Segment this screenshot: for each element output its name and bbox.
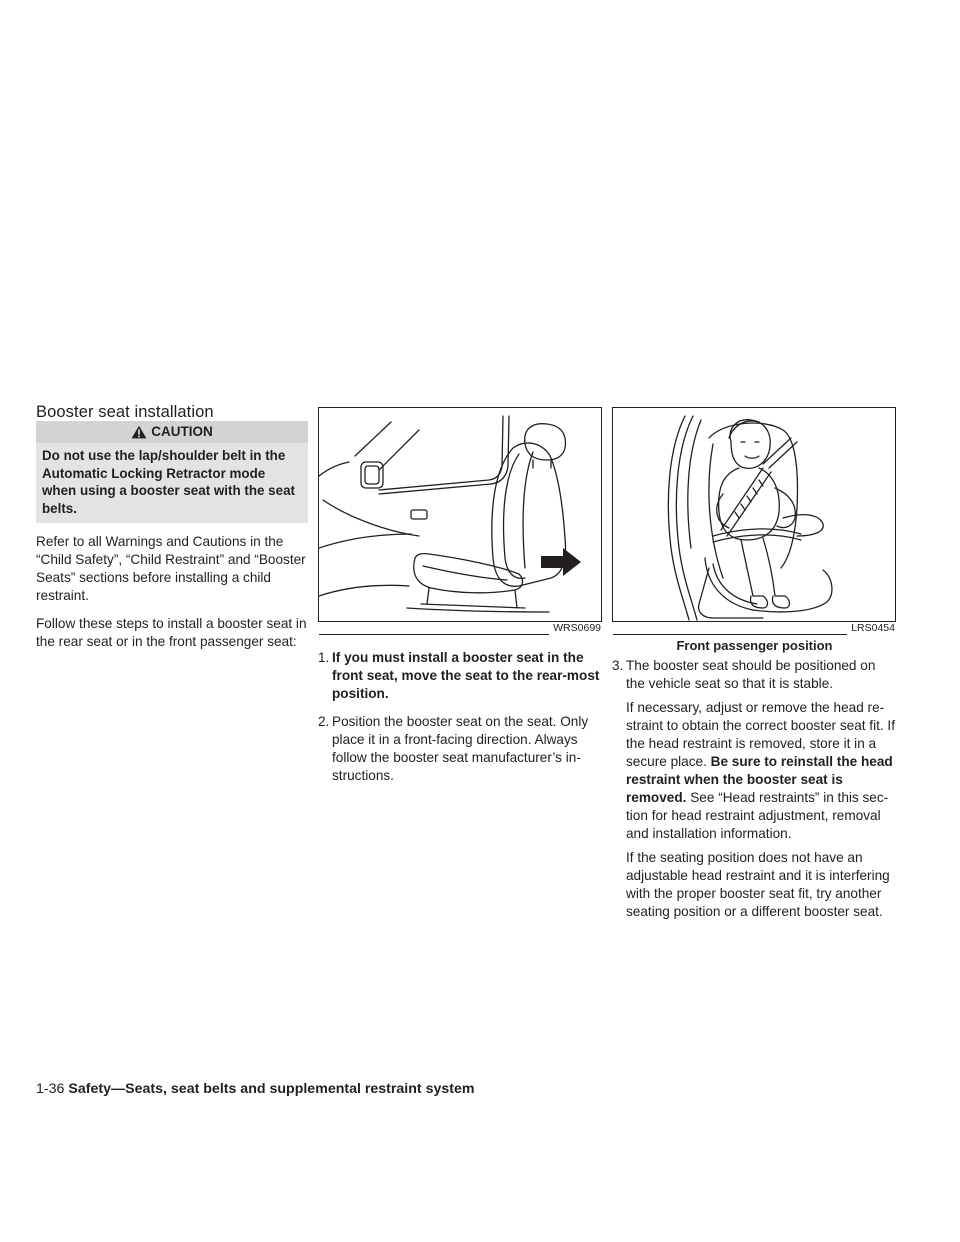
figure-front-passenger bbox=[612, 407, 896, 634]
paragraph-warnings: Refer to all Warnings and Cautions in the “Child Safety”, “Child Restraint” and “Booster Seats” sections before installing a child restraint. bbox=[36, 534, 306, 603]
caution-heading: CAUTION bbox=[151, 424, 213, 439]
left-column bbox=[36, 403, 308, 651]
seat-slide-rearward-illustration bbox=[319, 408, 601, 621]
section-title: Booster seat installation bbox=[36, 403, 214, 421]
figure-seat-position bbox=[318, 407, 602, 634]
step-text: The booster seat should be positioned on the vehicle seat so that it is stable. bbox=[626, 658, 876, 691]
paragraph-follow-steps: Follow these steps to install a booster seat in the rear seat or in the front passenger seat: bbox=[36, 616, 307, 649]
middle-column bbox=[318, 407, 602, 785]
step-text: Position the booster seat on the seat. Only place it in a front-facing direction. Always follow the booster seat manufacturer’s in-structions. bbox=[332, 714, 589, 783]
caution-text: Do not use the lap/shoulder belt in the Automatic Locking Retractor mode when using a booster seat with the seat belts. bbox=[42, 448, 295, 516]
step-2 bbox=[318, 713, 602, 785]
page-number: 1-36 bbox=[36, 1081, 65, 1097]
step-3-paragraph-2 bbox=[612, 699, 897, 843]
step-number: 3. bbox=[612, 658, 624, 673]
para-text: See “Head restraints” in this sec-tion for head restraint adjustment, removal and installation information. bbox=[626, 790, 889, 841]
step-1 bbox=[318, 649, 602, 703]
figure-code: LRS0454 bbox=[847, 622, 895, 635]
step-number: 2. bbox=[318, 714, 330, 729]
step-3 bbox=[612, 657, 897, 693]
para-text: If necessary, adjust or remove the head re-straint to obtain the correct booster seat fit. If the head restraint is removed, store it in a secure place. bbox=[626, 700, 895, 769]
step-text: If you must install a booster seat in the front seat, move the seat to the rear-most position. bbox=[332, 650, 600, 701]
figure-caption: Front passenger position bbox=[676, 638, 833, 653]
step-3-paragraph-3: If the seating position does not have an adjustable head restraint and it is interfering with the proper booster seat fit, try another seating position or a different booster seat. bbox=[626, 850, 890, 919]
footer-section-title: Safety—Seats, seat belts and supplemental restraint system bbox=[68, 1081, 475, 1097]
caution-header bbox=[36, 421, 308, 443]
figure-code: WRS0699 bbox=[549, 622, 601, 635]
caution-box bbox=[36, 421, 308, 523]
para-bold-text: Be sure to reinstall the head restraint when the booster seat is removed. bbox=[626, 754, 893, 805]
child-in-booster-seat-illustration bbox=[613, 408, 896, 621]
right-column bbox=[612, 407, 897, 921]
page-footer bbox=[36, 1081, 474, 1097]
step-number: 1. bbox=[318, 650, 330, 665]
warning-icon bbox=[131, 425, 147, 439]
